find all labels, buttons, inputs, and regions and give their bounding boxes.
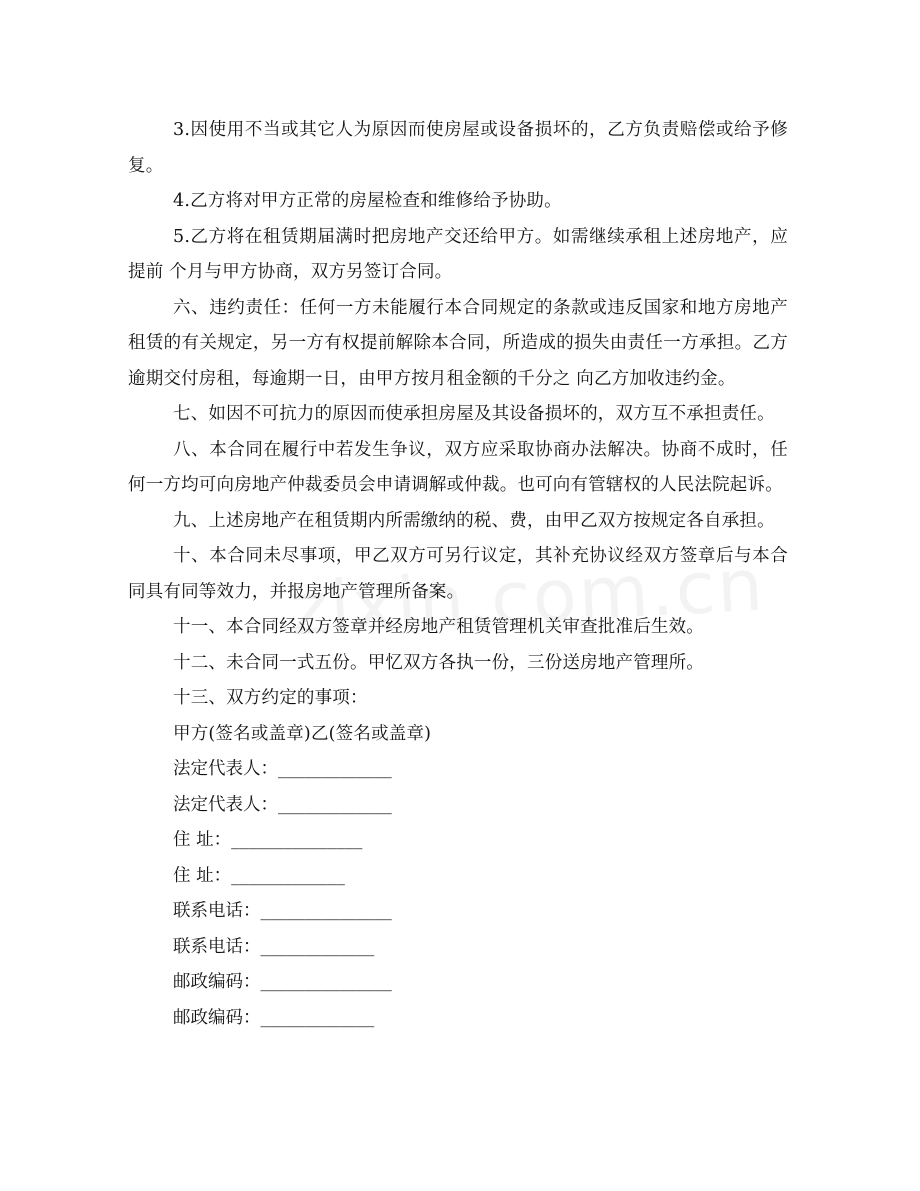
- clause-paragraph: 九、上述房地产在租赁期内所需缴纳的税、费，由甲乙双方按规定各自承担。: [173, 510, 775, 531]
- clause-paragraph: 十、本合同未尽事项，甲乙双方可另行议定，其补充协议经双方签章后与本合同具有同等效力，并报房地产管理所备案。: [128, 546, 788, 602]
- clause-paragraph: 七、如因不可抗力的原因而使承担房屋及其设备损坏的，双方互不承担责任。: [173, 404, 775, 424]
- legal-representative-field: 法定代表人：_____________: [173, 759, 392, 779]
- address-field: 住 址：_______________: [173, 830, 363, 850]
- phone-field: 联系电话：_____________: [173, 936, 375, 957]
- clause-paragraph: 十二、未合同一式五份。甲忆双方各执一份，三份送房地产管理所。: [173, 652, 704, 673]
- address-field: 住 址：_____________: [173, 865, 345, 886]
- postal-code-field: 邮政编码：_______________: [173, 972, 392, 992]
- clause-paragraph: 十三、双方约定的事项：: [173, 688, 368, 708]
- clause-paragraph: 5.乙方将在租赁期届满时把房地产交还给甲方。如需继续承租上述房地产，应提前 个月与甲方协商，双方另签订合同。: [128, 226, 788, 282]
- legal-representative-field: 法定代表人：_____________: [173, 794, 392, 815]
- clause-paragraph: 八、本合同在履行中若发生争议，双方应采取协商办法解决。协商不成时，任何一方均可向房地产仲裁委员会申请调解或仲裁。也可向有管辖权的人民法院起诉。: [128, 439, 788, 495]
- clause-paragraph: 十一、本合同经双方签章并经房地产租赁管理机关审查批准后生效。: [173, 617, 704, 637]
- phone-field: 联系电话：_______________: [173, 901, 392, 921]
- signature-heading: 甲方(签名或盖章)乙(签名或盖章): [173, 723, 432, 744]
- document-body: [128, 113, 788, 1036]
- postal-code-field: 邮政编码：_____________: [173, 1007, 375, 1028]
- clause-paragraph: 4.乙方将对甲方正常的房屋检查和维修给予协助。: [173, 191, 562, 211]
- clause-paragraph: 六、违约责任：任何一方未能履行本合同规定的条款或违反国家和地方房地产租赁的有关规定，另一方有权提前解除本合同，所造成的损失由责任一方承担。乙方逾期交付房租，每逾期一日，由甲方按月租金额的千分之 向乙方加收违约金。: [128, 297, 788, 389]
- clause-paragraph: 3.因使用不当或其它人为原因而使房屋或设备损坏的，乙方负责赔偿或给予修复。: [128, 120, 788, 176]
